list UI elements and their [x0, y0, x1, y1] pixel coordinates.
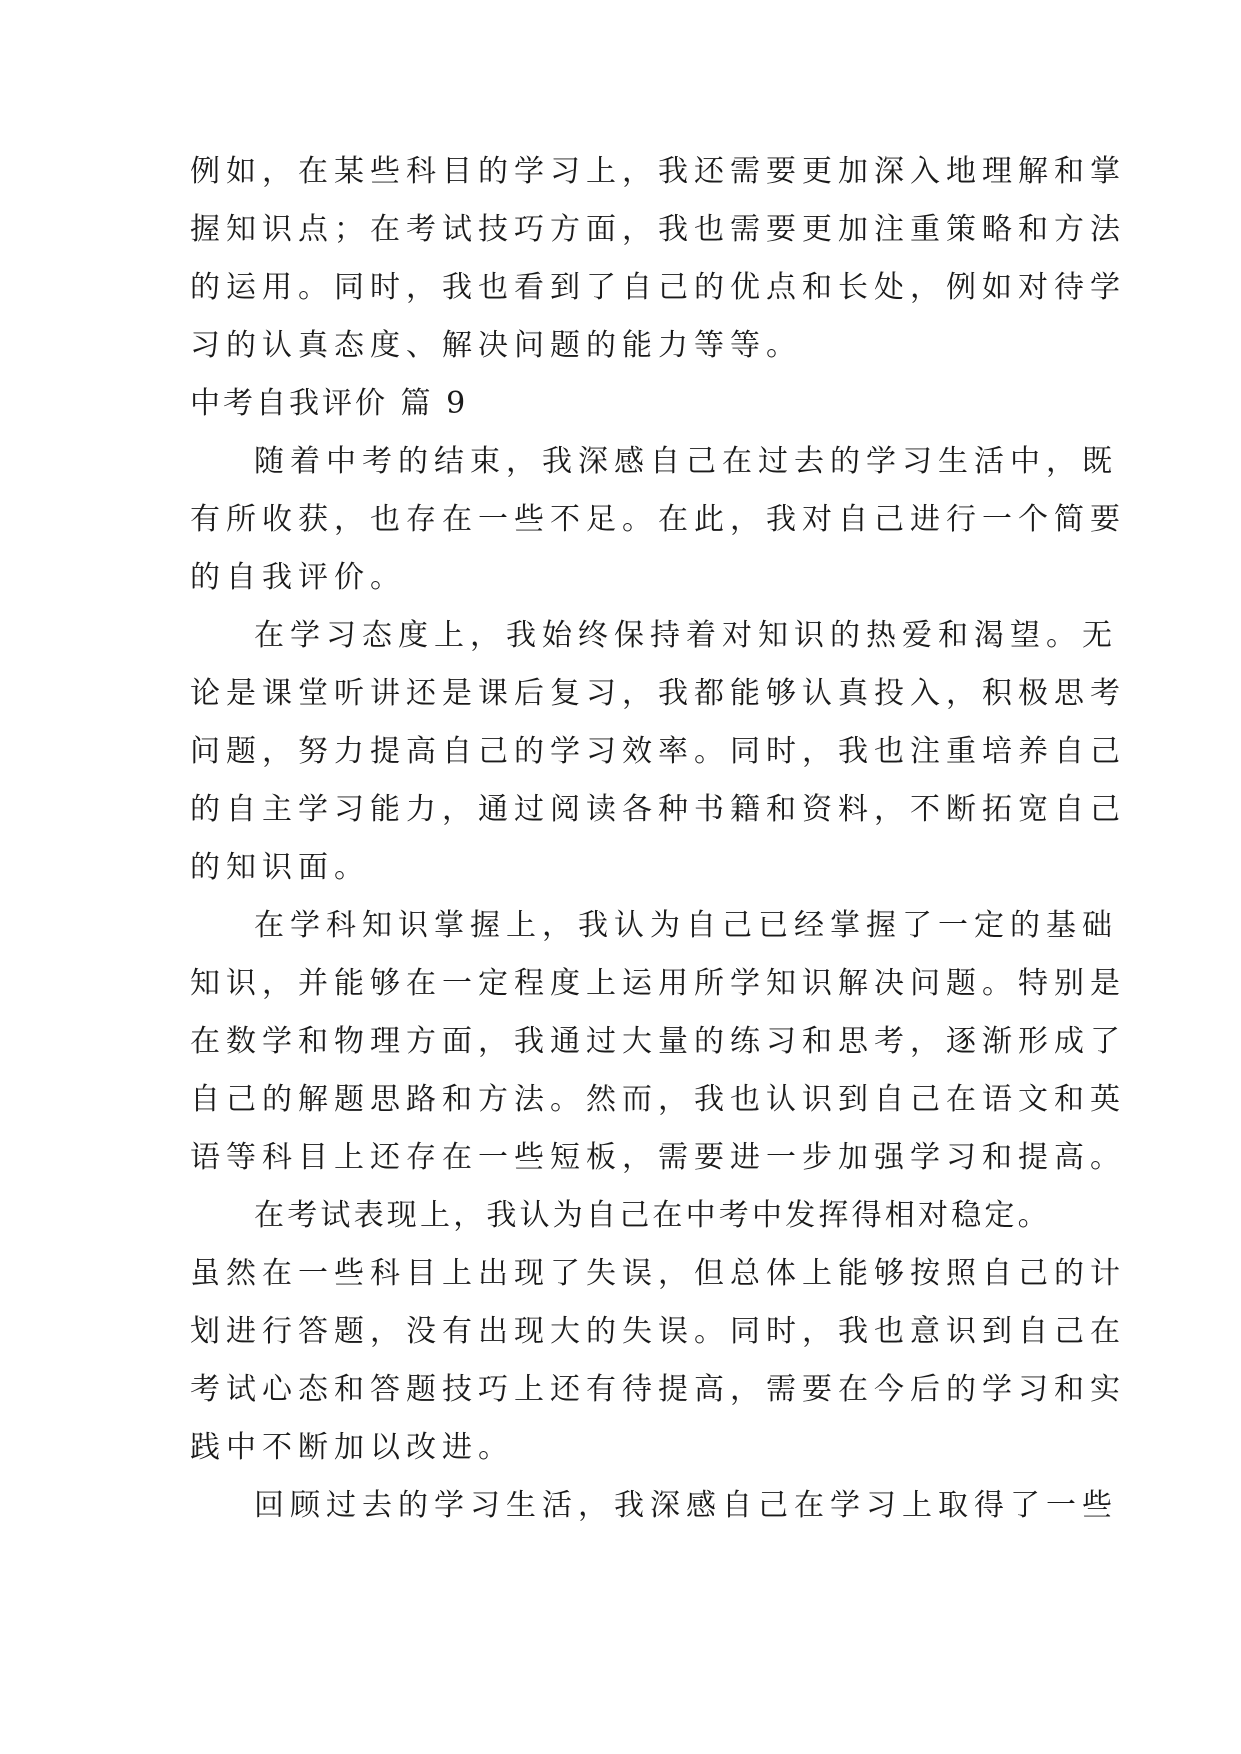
- text-line: 问题，努力提高自己的学习效率。同时，我也注重培养自己: [190, 734, 1126, 769]
- text-line: 在学习态度上，我始终保持着对知识的热爱和渴望。无: [254, 618, 1118, 653]
- text-line: 随着中考的结束，我深感自己在过去的学习生活中，既: [254, 444, 1118, 479]
- text-line: 虽然在一些科目上出现了失误，但总体上能够按照自己的计: [190, 1256, 1126, 1291]
- text-line: 在学科知识掌握上，我认为自己已经掌握了一定的基础: [254, 908, 1118, 943]
- section-heading: 中考自我评价 篇 9: [190, 386, 469, 421]
- text-line: 例如，在某些科目的学习上，我还需要更加深入地理解和掌: [190, 154, 1126, 189]
- text-line: 在数学和物理方面，我通过大量的练习和思考，逐渐形成了: [190, 1024, 1126, 1059]
- text-line: 的自主学习能力，通过阅读各种书籍和资料，不断拓宽自己: [190, 792, 1126, 827]
- text-line: 论是课堂听讲还是课后复习，我都能够认真投入，积极思考: [190, 676, 1126, 711]
- text-line: 的运用。同时，我也看到了自己的优点和长处，例如对待学: [190, 270, 1126, 305]
- text-line: 划进行答题，没有出现大的失误。同时，我也意识到自己在: [190, 1314, 1126, 1349]
- text-line: 有所收获，也存在一些不足。在此，我对自己进行一个简要: [190, 502, 1126, 537]
- text-line: 考试心态和答题技巧上还有待提高，需要在今后的学习和实: [190, 1372, 1126, 1407]
- text-line: 践中不断加以改进。: [190, 1430, 514, 1465]
- text-line: 自己的解题思路和方法。然而，我也认识到自己在语文和英: [190, 1082, 1126, 1117]
- text-line: 握知识点；在考试技巧方面，我也需要更加注重策略和方法: [190, 212, 1126, 247]
- text-line: 的自我评价。: [190, 560, 406, 595]
- text-line: 语等科目上还存在一些短板，需要进一步加强学习和提高。: [190, 1140, 1126, 1175]
- text-line: 的知识面。: [190, 850, 370, 885]
- text-line: 习的认真态度、解决问题的能力等等。: [190, 328, 802, 363]
- text-line: 在考试表现上，我认为自己在中考中发挥得相对稳定。: [254, 1198, 1051, 1233]
- text-line: 回顾过去的学习生活，我深感自己在学习上取得了一些: [254, 1488, 1118, 1523]
- text-line: 知识，并能够在一定程度上运用所学知识解决问题。特别是: [190, 966, 1126, 1001]
